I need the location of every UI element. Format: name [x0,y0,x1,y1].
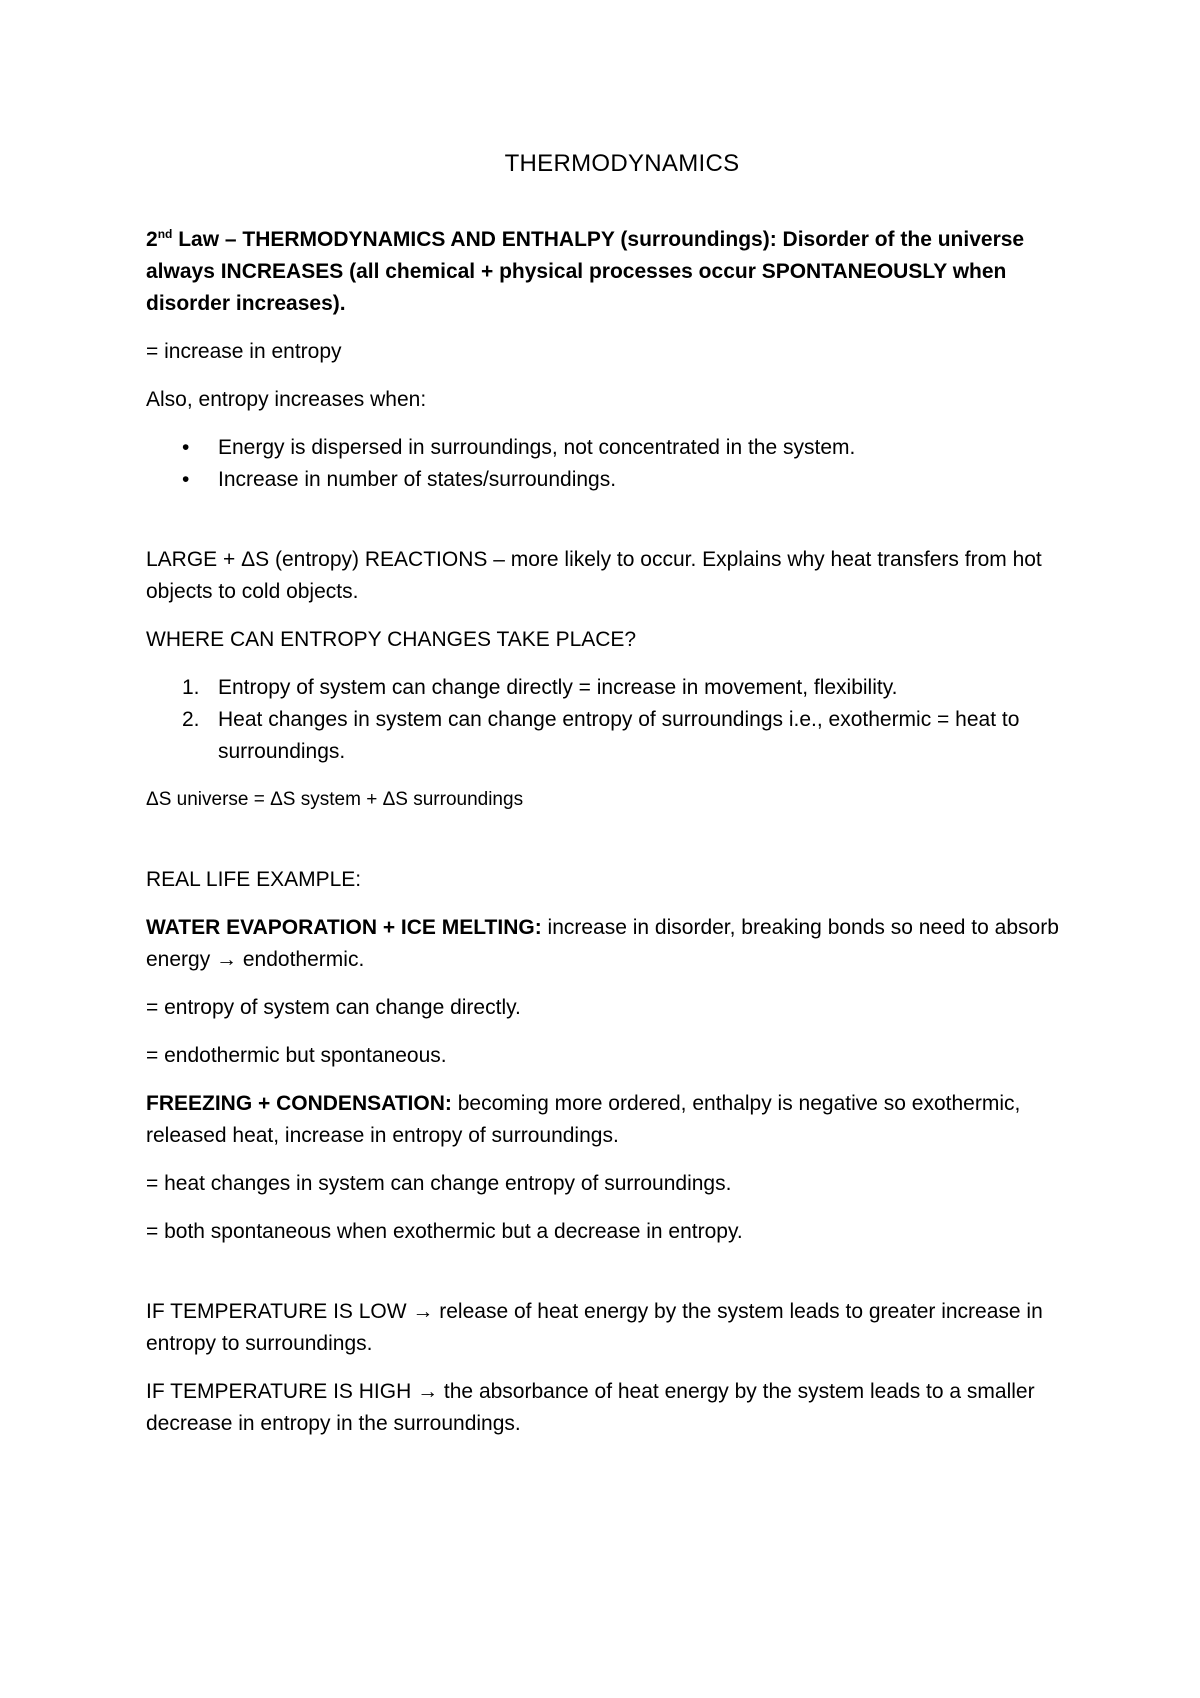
second-law-prefix: 2 [146,228,158,251]
list-item-text: Energy is dispersed in surroundings, not concentrated in the system. [218,436,856,459]
list-item [146,704,1086,768]
water-label: WATER EVAPORATION + ICE MELTING: [146,916,542,939]
list-item [146,464,1086,496]
water-text: increase in disorder, breaking bonds so need to absorb energy → endothermic. [146,916,1059,971]
list-item-text: Entropy of system can change directly = increase in movement, flexibility. [218,676,898,699]
freezing-line-1: = heat changes in system can change entropy of surroundings. [146,1172,732,1195]
bullet-icon: • [182,436,190,459]
water-paragraph [146,912,1086,976]
freezing-label: FREEZING + CONDENSATION: [146,1092,452,1115]
spacer [146,1264,1086,1296]
temp-high-paragraph: IF TEMPERATURE IS HIGH → the absorbance of heat energy by the system leads to a smaller decrease in entropy in the surroundings. [146,1380,1035,1435]
where-heading: WHERE CAN ENTROPY CHANGES TAKE PLACE? [146,628,637,651]
entropy-line: = increase in entropy [146,340,342,363]
second-law-text: Law – THERMODYNAMICS AND ENTHALPY (surroundings): Disorder of the universe always INCREASES (all chemical + physical processes occur SPONTANEOUSLY when disorder increases). [146,228,1025,315]
second-law-paragraph [146,224,1086,320]
list-item [146,672,1086,704]
page-title: THERMODYNAMICS [504,150,740,177]
list-item-text: Increase in number of states/surroundings. [218,468,617,491]
freezing-line-2: = both spontaneous when exothermic but a decrease in entropy. [146,1220,743,1243]
water-line-1: = entropy of system can change directly. [146,996,521,1019]
numbered-list [146,672,1086,768]
list-item-text: Heat changes in system can change entropy of surroundings i.e., exothermic = heat to surroundings. [218,708,1020,763]
temp-low-paragraph: IF TEMPERATURE IS LOW → release of heat energy by the system leads to greater increase in entropy to surroundings. [146,1300,1043,1355]
document-content [146,148,1086,1456]
list-number: 1. [182,676,200,699]
freezing-paragraph [146,1088,1086,1152]
water-line-2: = endothermic but spontaneous. [146,1044,447,1067]
spacer [146,512,1086,544]
entropy-equation: ΔS universe = ΔS system + ΔS surroundings [146,789,524,810]
second-law-superscript: nd [157,227,173,241]
bullet-list [146,432,1086,496]
spacer [146,832,1086,864]
large-delta-paragraph: LARGE + ΔS (entropy) REACTIONS – more likely to occur. Explains why heat transfers from hot objects to cold objects. [146,548,1042,603]
real-life-heading: REAL LIFE EXAMPLE: [146,868,362,891]
also-intro: Also, entropy increases when: [146,388,427,411]
list-item [146,432,1086,464]
list-number: 2. [182,708,200,731]
bullet-icon: • [182,468,190,491]
freezing-text: becoming more ordered, enthalpy is negative so exothermic, released heat, increase in entropy of surroundings. [146,1092,1021,1147]
